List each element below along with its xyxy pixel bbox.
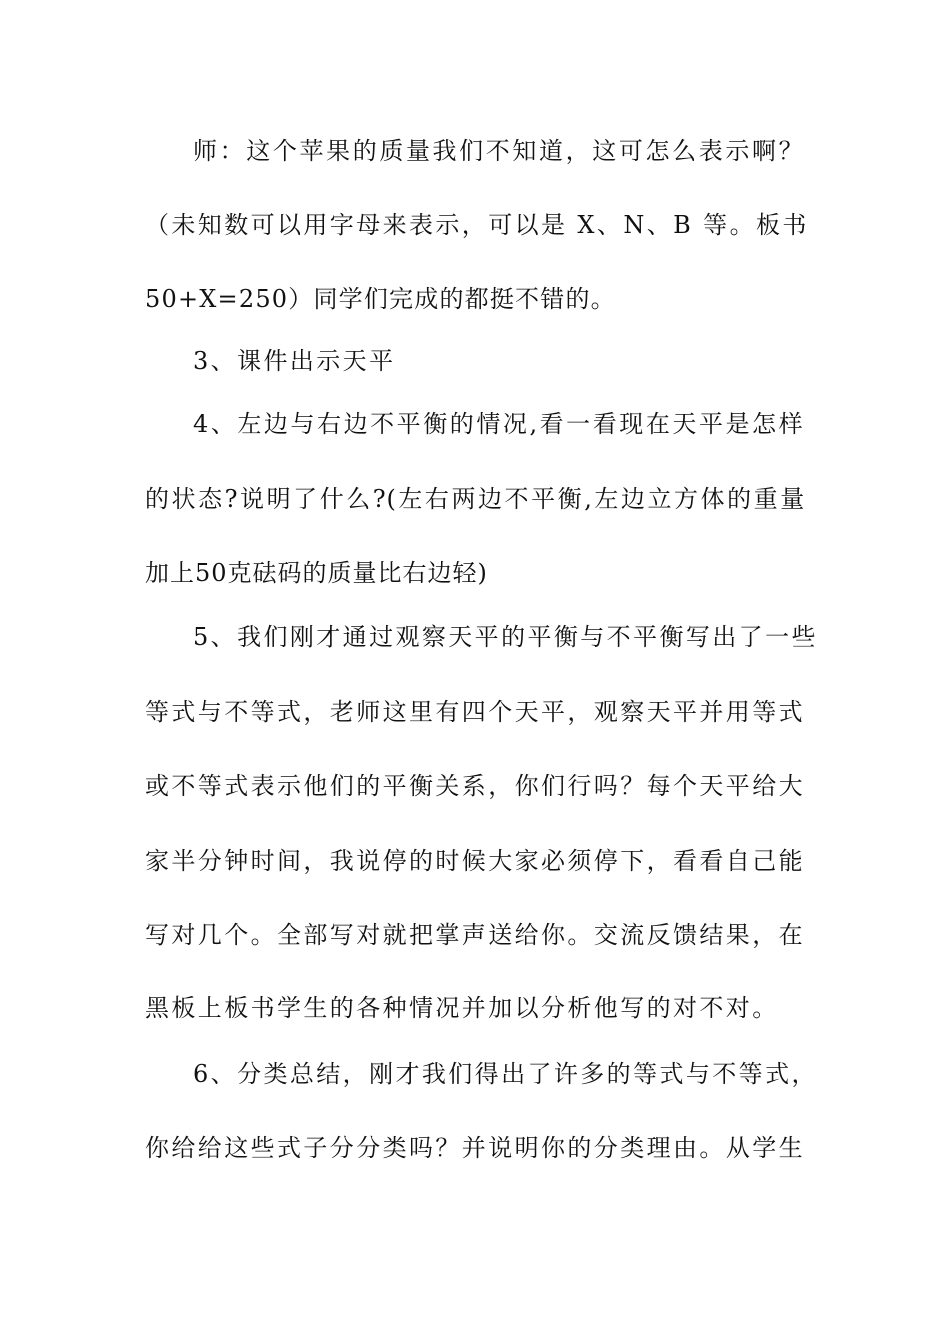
- text-line: 黑板上板书学生的各种情况并加以分析他写的对不对。: [145, 994, 779, 1022]
- text-line: 家半分钟时间，我说停的时候大家必须停下，看看自己能: [145, 847, 805, 875]
- text-line: 师：这个苹果的质量我们不知道，这可怎么表示啊？: [193, 137, 805, 165]
- text-line: 加上50克砝码的质量比右边轻): [145, 559, 488, 587]
- text-line: 的状态?说明了什么?(左右两边不平衡,左边立方体的重量: [145, 485, 805, 513]
- text-line: 你给给这些式子分分类吗？并说明你的分类理由。从学生: [145, 1134, 805, 1162]
- text-line: 写对几个。全部写对就把掌声送给你。交流反馈结果，在: [145, 921, 805, 949]
- text-line: （未知数可以用字母来表示，可以是 X、N、B 等。板书: [145, 211, 809, 239]
- text-line: 50+X=250）同学们完成的都挺不错的。: [145, 285, 616, 313]
- text-line: 3、课件出示天平: [193, 347, 396, 375]
- text-line: 6、分类总结，刚才我们得出了许多的等式与不等式，: [193, 1060, 818, 1088]
- text-line: 5、我们刚才通过观察天平的平衡与不平衡写出了一些: [193, 623, 818, 651]
- text-line: 等式与不等式，老师这里有四个天平，观察天平并用等式: [145, 698, 805, 726]
- text-line: 4、左边与右边不平衡的情况,看一看现在天平是怎样: [193, 410, 805, 438]
- text-line: 或不等式表示他们的平衡关系，你们行吗？每个天平给大: [145, 772, 805, 800]
